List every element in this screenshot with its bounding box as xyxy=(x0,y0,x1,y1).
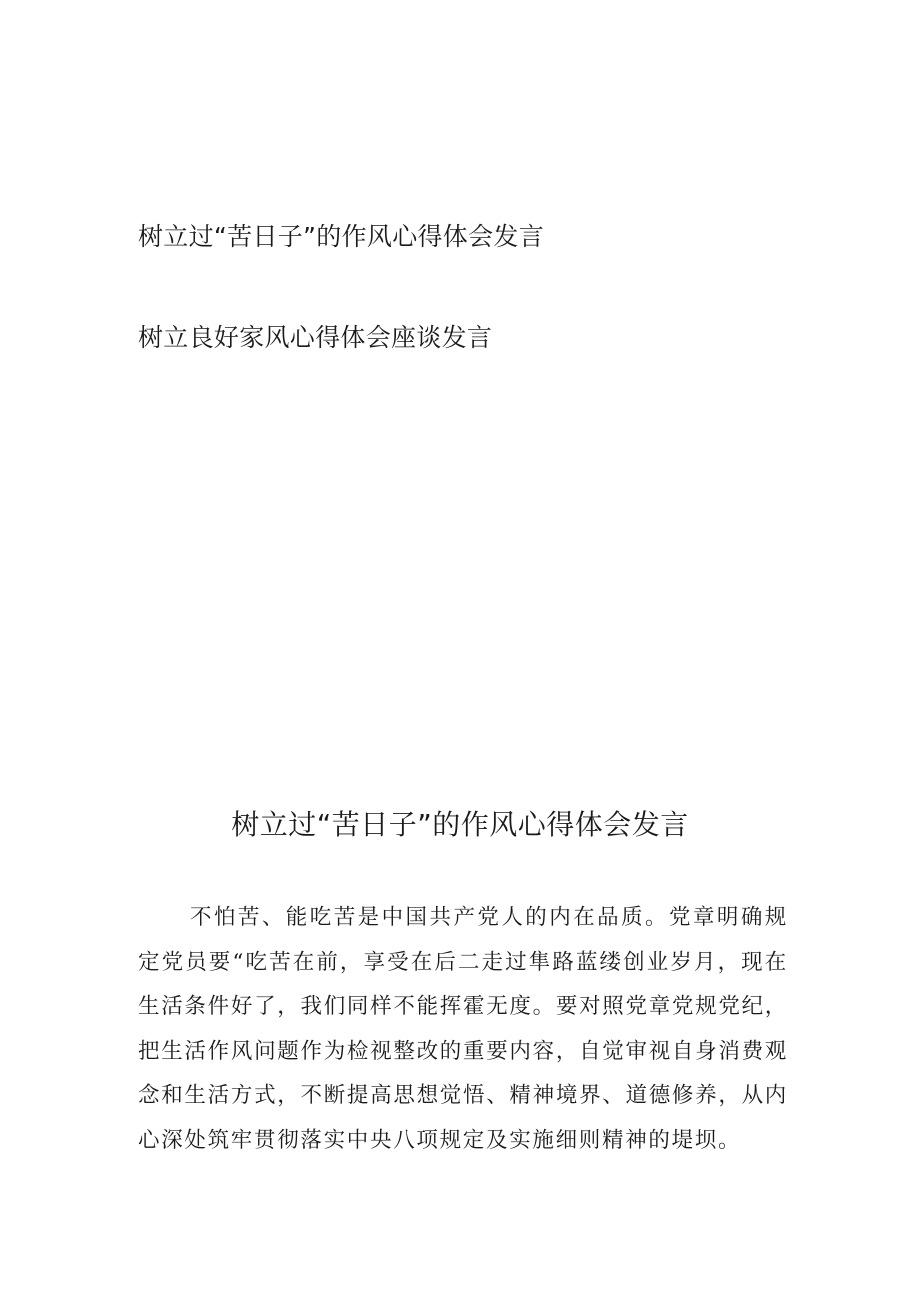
article-title: 树立过“苦日子”的作风心得体会发言 xyxy=(231,808,689,841)
article-paragraph: 不怕苦、能吃苦是中国共产党人的内在品质。党章明确规定党员要“吃苦在前，享受在后二走过隼路蓝缕创业岁月，现在生活条件好了，我们同样不能挥霍无度。要对照党章党规党纪，把生活作风问题作为检视整改的重要内容，自觉审视自身消费观念和生活方式，不断提高思想觉悟、精神境界、道德修养，从内心深处筑牢贯彻落实中央八项规定及实施细则精神的堤坝。 xyxy=(138,905,788,1153)
toc-item-1: 树立过“苦日子”的作风心得体会发言 xyxy=(138,222,545,251)
toc-item-2: 树立良好家风心得体会座谈发言 xyxy=(138,323,493,352)
